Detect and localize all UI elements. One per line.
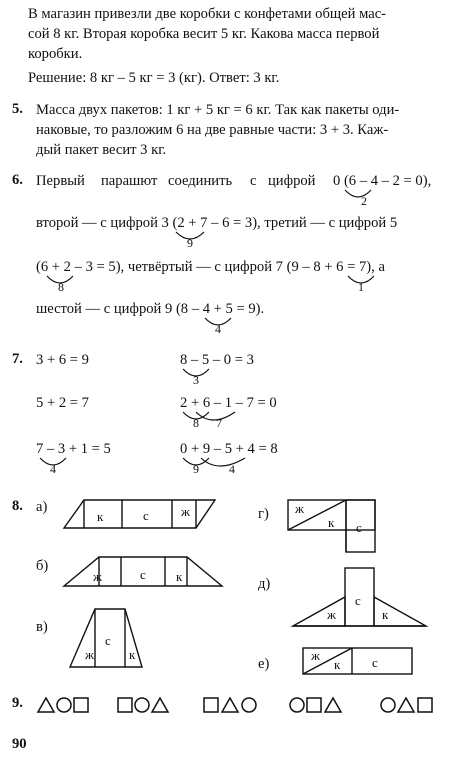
square-shape <box>74 698 88 712</box>
problem-7-left-2: 5 + 2 = 7 <box>36 395 89 411</box>
piece-zh: ж <box>327 607 336 622</box>
problem-6-line-4: шестой — с цифрой 9 (8 – 4 + 5 = 9). <box>36 301 265 317</box>
piece-k: к <box>176 569 183 584</box>
problem-6-word: парашют <box>101 173 158 189</box>
problem-6-word: Первый <box>36 173 85 189</box>
problem-6-sub-3b: 1 <box>358 280 364 294</box>
problem-7-right-sub-1: 3 <box>193 373 199 387</box>
problem-6-sub-2: 9 <box>187 236 193 250</box>
problem-9-number: 9. <box>12 695 23 711</box>
intro-line-2: сой 8 кг. Вторая коробка весит 5 кг. Какова масса первой <box>28 26 380 42</box>
group-5 <box>381 698 432 712</box>
piece-zh: ж <box>181 504 190 519</box>
group-3 <box>204 698 256 712</box>
piece-k: к <box>328 515 335 530</box>
circle-shape <box>242 698 256 712</box>
problem-7-right-3: 0 + 9 – 5 + 4 = 8 <box>180 441 278 457</box>
piece-k: к <box>334 657 341 672</box>
problem-5-line-2: наковые, то разложим 6 на две равные части: 3 + 3. Каж- <box>36 122 389 138</box>
problem-5-line-3: дый пакет весит 3 кг. <box>36 142 167 158</box>
piece-zh: ж <box>295 501 304 516</box>
problem-5-line-1: Масса двух пакетов: 1 кг + 5 кг = 6 кг. Так как пакеты оди- <box>36 102 400 118</box>
problem-6-line-3: (6 + 2 – 3 = 5), четвёртый — с цифрой 7 (9 – 8 + 6 = 7), а <box>36 259 385 275</box>
problem-6-line-2: второй — с цифрой 3 (2 + 7 – 6 = 3), третий — с цифрой 5 <box>36 215 398 231</box>
circle-shape <box>57 698 71 712</box>
problem-7-right-sub-3b: 4 <box>229 462 235 476</box>
group-4 <box>290 698 341 712</box>
piece-zh: ж <box>93 569 102 584</box>
problem-6-sub-4: 4 <box>215 322 221 336</box>
piece-zh: к <box>97 509 104 524</box>
label-v: в) <box>36 619 48 635</box>
problem-7-left-3: 7 – 3 + 1 = 5 <box>36 441 111 457</box>
problem-6-sub-1: 2 <box>361 194 367 208</box>
problem-6-word: цифрой <box>268 173 316 189</box>
problem-7-left-1: 3 + 6 = 9 <box>36 352 89 368</box>
triangle-shape <box>222 698 238 712</box>
problem-6-sub-3a: 8 <box>58 280 64 294</box>
circle-shape <box>135 698 149 712</box>
page-number: 90 <box>12 736 27 752</box>
label-b: б) <box>36 558 49 574</box>
problem-8-number: 8. <box>12 498 23 514</box>
label-g: г) <box>258 506 269 522</box>
intro-line-3: коробки. <box>28 46 83 62</box>
problem-7-right-1: 8 – 5 – 0 = 3 <box>180 352 254 368</box>
square-shape <box>418 698 432 712</box>
triangle-shape <box>152 698 168 712</box>
problem-5-number: 5. <box>12 101 23 117</box>
square-shape <box>307 698 321 712</box>
group-1 <box>38 698 88 712</box>
problem-7-right-sub-2a: 8 <box>193 416 199 430</box>
piece-zh: ж <box>311 648 320 663</box>
intro-line-1: В магазин привезли две коробки с конфетами общей мас- <box>28 6 387 22</box>
problem-7-right-sub-2b: 7 <box>216 416 222 430</box>
piece-s: с <box>355 593 361 608</box>
problem-7-number: 7. <box>12 351 23 367</box>
triangle-shape <box>325 698 341 712</box>
piece-s: с <box>105 633 111 648</box>
piece-s: с <box>372 655 378 670</box>
group-2 <box>118 698 168 712</box>
triangle-shape <box>38 698 54 712</box>
square-shape <box>118 698 132 712</box>
circle-shape <box>381 698 395 712</box>
piece-zh: ж <box>85 647 94 662</box>
label-d: д) <box>258 576 271 592</box>
problem-6-equation-1: 0 (6 – 4 – 2 = 0), <box>333 173 432 189</box>
piece-s: с <box>356 520 362 535</box>
piece-s: с <box>140 567 146 582</box>
problem-6-word: соединить <box>168 173 233 189</box>
problem-7-right-2: 2 + 6 – 1 – 7 = 0 <box>180 395 277 411</box>
piece-s: с <box>143 508 149 523</box>
circle-shape <box>290 698 304 712</box>
problem-6-word: с <box>250 173 257 189</box>
problem-6-number: 6. <box>12 172 23 188</box>
triangle-shape <box>398 698 414 712</box>
problem-7-left-sub: 4 <box>50 462 56 476</box>
label-a: а) <box>36 499 48 515</box>
piece-k: к <box>129 647 136 662</box>
piece-k: к <box>382 607 389 622</box>
intro-line-4: Решение: 8 кг – 5 кг = 3 (кг). Ответ: 3 кг. <box>28 70 280 86</box>
square-shape <box>204 698 218 712</box>
problem-7-right-sub-3a: 9 <box>193 462 199 476</box>
label-e: е) <box>258 656 270 672</box>
